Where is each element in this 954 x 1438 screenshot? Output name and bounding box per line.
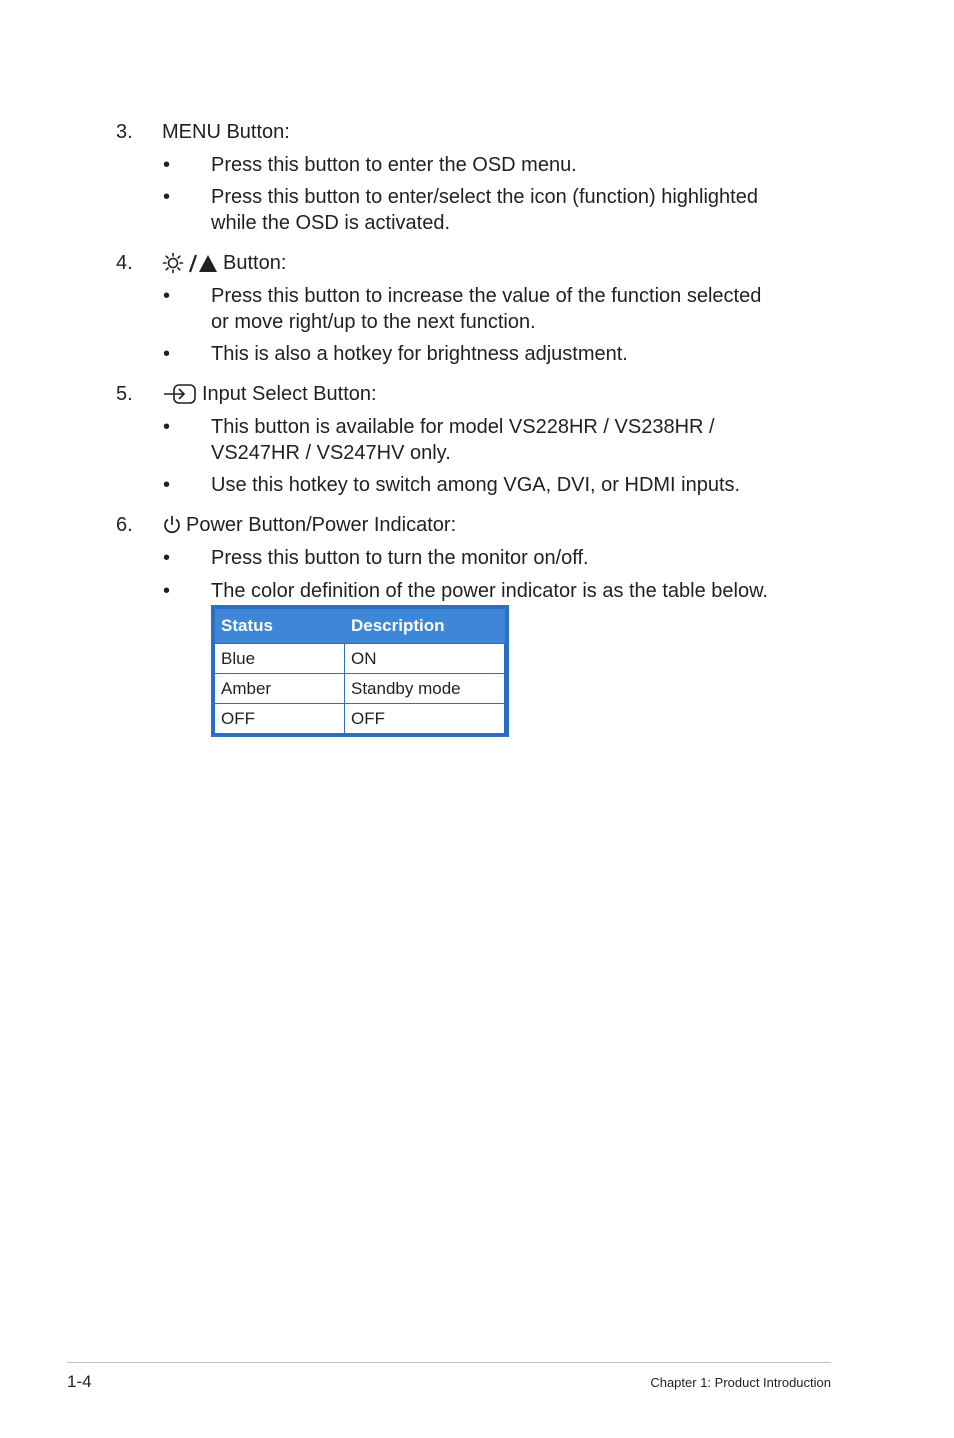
input-select-icon	[162, 382, 198, 406]
item-title: Input Select Button:	[202, 383, 377, 405]
item-heading	[162, 381, 377, 407]
bullet-symbol: •	[163, 343, 171, 365]
item-title: Button:	[223, 252, 287, 274]
bullet-symbol: •	[163, 285, 171, 307]
bullet-text: The color definition of the power indicator is as the table below.	[211, 580, 768, 602]
table-header-cell: Description	[345, 609, 505, 643]
bullet-text: Press this button to increase the value of the function selected or move right/up to the next function.	[211, 285, 762, 333]
table-cell: OFF	[215, 703, 345, 733]
table-row	[215, 703, 505, 733]
item-number: 6.	[116, 514, 133, 536]
brightness-icon	[162, 252, 184, 274]
slash-icon	[188, 252, 198, 274]
table-cell: ON	[345, 643, 505, 673]
bullet-symbol: •	[163, 474, 171, 496]
bullet-text: Press this button to enter/select the icon (function) highlighted while the OSD is activated.	[211, 186, 758, 234]
footer-divider	[67, 1362, 831, 1363]
bullet-symbol: •	[163, 186, 171, 208]
table-cell: Amber	[215, 673, 345, 703]
item-number: 3.	[116, 121, 133, 143]
table-cell: OFF	[345, 703, 505, 733]
bullet-symbol: •	[163, 416, 171, 438]
table-row	[215, 673, 505, 703]
bullet-symbol: •	[163, 154, 171, 176]
table-cell: Standby mode	[345, 673, 505, 703]
bullet-text: Use this hotkey to switch among VGA, DVI, or HDMI inputs.	[211, 474, 741, 496]
bullet-symbol: •	[163, 547, 171, 569]
up-triangle-icon	[198, 252, 218, 274]
bullet-text: This button is available for model VS228HR / VS238HR / VS247HR / VS247HV only.	[211, 416, 715, 464]
chapter-title: Chapter 1: Product Introduction	[650, 1375, 831, 1390]
page-number: 1-4	[67, 1372, 92, 1391]
item-title: Power Button/Power Indicator:	[186, 514, 457, 536]
bullet-text: Press this button to turn the monitor on/off.	[211, 547, 589, 569]
power-icon	[162, 514, 182, 536]
item-number: 5.	[116, 383, 133, 405]
table-header-row	[215, 609, 505, 643]
table-header-cell: Status	[215, 609, 345, 643]
item-heading	[162, 250, 286, 276]
bullet-text: This is also a hotkey for brightness adjustment.	[211, 343, 628, 365]
table-row	[215, 643, 505, 673]
item-heading	[162, 512, 456, 538]
bullet-symbol: •	[163, 580, 171, 602]
table-cell: Blue	[215, 643, 345, 673]
item-number: 4.	[116, 252, 133, 274]
item-title: MENU Button:	[162, 121, 290, 143]
bullet-text: Press this button to enter the OSD menu.	[211, 154, 577, 176]
power-indicator-table	[211, 605, 509, 737]
